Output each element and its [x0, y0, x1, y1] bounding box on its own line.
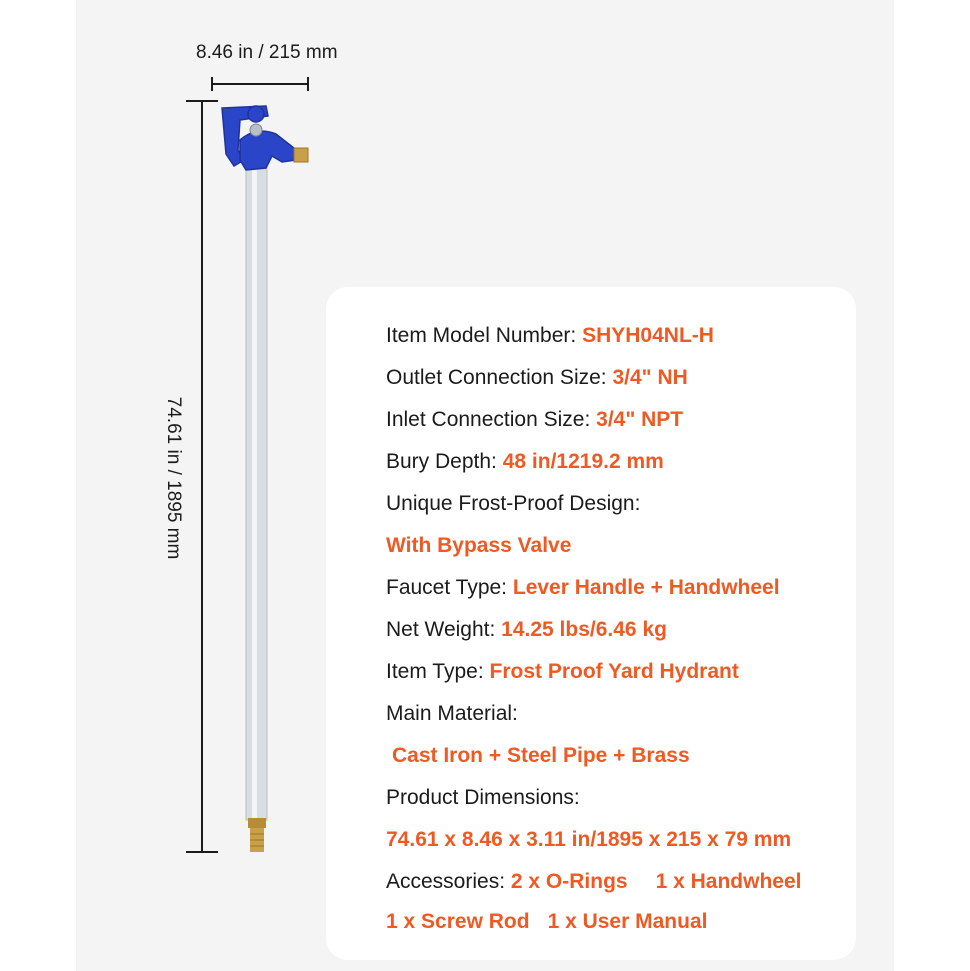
spec-model	[386, 320, 714, 352]
spec-bury-label: Bury Depth:	[386, 450, 497, 473]
spec-type-label: Item Type:	[386, 660, 484, 683]
width-dimension-line	[212, 77, 308, 91]
spec-faucet-value: Lever Handle + Handwheel	[512, 576, 780, 599]
spec-type	[386, 656, 739, 688]
spec-outlet	[386, 362, 688, 394]
height-dimension-label: 74.61 in / 1895 mm	[163, 396, 184, 560]
spec-inlet	[386, 404, 683, 436]
spec-faucet	[386, 572, 780, 604]
spec-faucet-label: Faucet Type:	[386, 576, 508, 599]
spec-material-value: Cast Iron + Steel Pipe + Brass	[392, 744, 690, 767]
spec-bury-value: 48 in/1219.2 mm	[502, 450, 664, 473]
hydrant-head	[222, 106, 308, 170]
pipe-highlight	[252, 168, 257, 820]
spec-model-label: Item Model Number:	[386, 324, 577, 347]
spec-bury	[386, 446, 664, 478]
spec-dimensions-label: Product Dimensions:	[386, 786, 580, 809]
spec-model-value: SHYH04NL-H	[582, 324, 714, 347]
spec-type-value: Frost Proof Yard Hydrant	[489, 660, 739, 683]
brass-inlet-fitting	[248, 818, 266, 852]
spec-accessories	[386, 866, 801, 898]
accessory-handwheel: 1 x Handwheel	[655, 870, 802, 893]
accessory-user-manual: 1 x User Manual	[547, 910, 708, 933]
accessory-o-rings: 2 x O-Rings	[510, 870, 628, 893]
spec-weight-label: Net Weight:	[386, 618, 496, 641]
width-dimension-label: 8.46 in / 215 mm	[196, 42, 338, 63]
spec-design-label: Unique Frost-Proof Design:	[386, 492, 641, 515]
height-dimension-line	[186, 101, 218, 852]
spec-outlet-label: Outlet Connection Size:	[386, 366, 607, 389]
spec-accessories-line-2	[386, 906, 707, 938]
spec-material-label: Main Material:	[386, 702, 518, 725]
spec-outlet-value: 3/4" NH	[612, 366, 688, 389]
spec-accessories-label: Accessories:	[386, 870, 506, 893]
spec-weight	[386, 614, 667, 646]
spec-dimensions-value: 74.61 x 8.46 x 3.11 in/1895 x 215 x 79 mm	[386, 828, 792, 851]
accessory-screw-rod: 1 x Screw Rod	[386, 910, 530, 933]
spec-inlet-value: 3/4" NPT	[596, 408, 684, 431]
spec-inlet-label: Inlet Connection Size:	[386, 408, 591, 431]
spec-design-value: With Bypass Valve	[386, 534, 572, 557]
spec-weight-value: 14.25 lbs/6.46 kg	[501, 618, 667, 641]
